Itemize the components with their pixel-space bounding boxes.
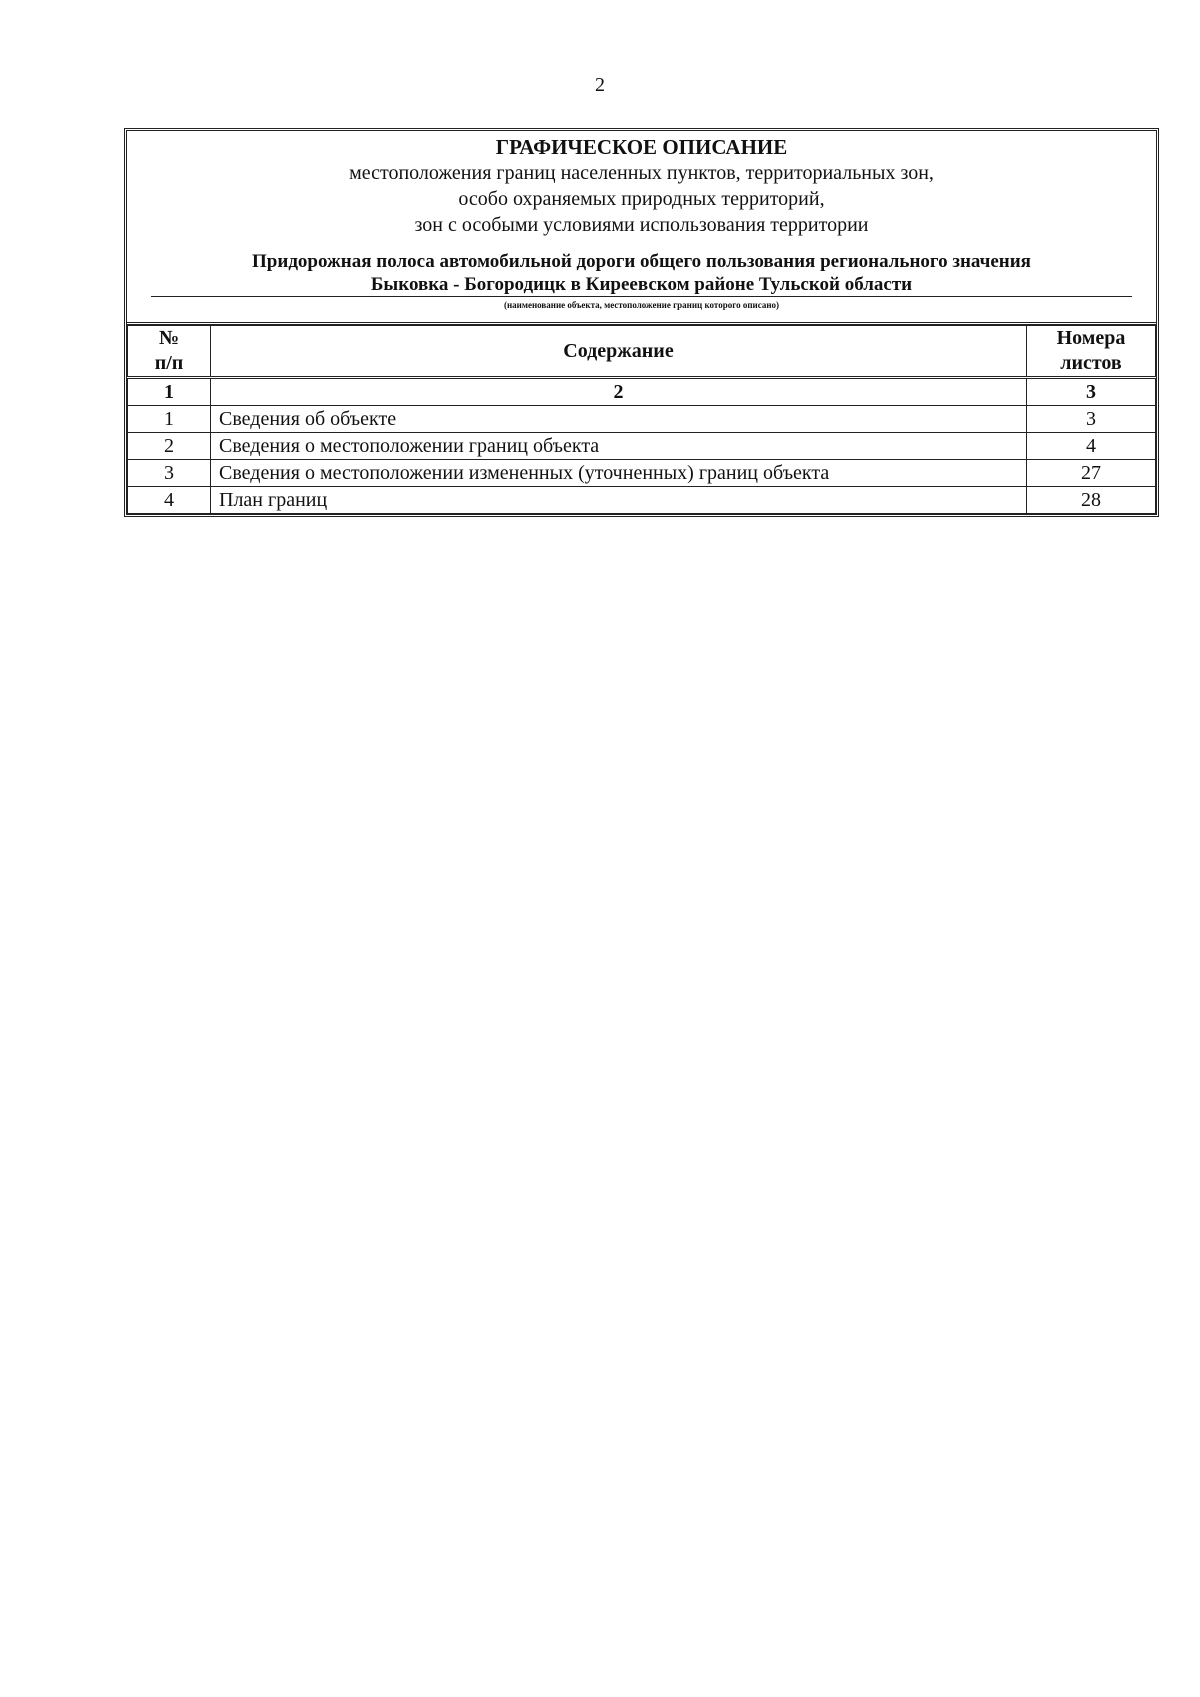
- object-caption: (наименование объекта, местоположение границ которого описано): [503, 300, 780, 310]
- row-sheets: 27: [1027, 460, 1156, 487]
- column-index-row: [128, 378, 1156, 406]
- table-row: [128, 406, 1156, 433]
- table-row: [128, 433, 1156, 460]
- header-num: [128, 326, 211, 378]
- subtitle-line-2: особо охраняемых природных территорий,: [458, 188, 825, 210]
- row-content: План границ: [211, 487, 1027, 514]
- object-name-line-1: Придорожная полоса автомобильной дороги общего пользования регионального значения: [252, 251, 1031, 272]
- table-header-row: [128, 326, 1156, 378]
- header-content: Содержание: [211, 326, 1027, 378]
- table-row: [128, 487, 1156, 514]
- document-title: ГРАФИЧЕСКОЕ ОПИСАНИЕ: [495, 135, 788, 159]
- row-num: 2: [128, 433, 211, 460]
- index-cell-3: 3: [1027, 378, 1156, 406]
- row-sheets: 4: [1027, 433, 1156, 460]
- row-content: Сведения о местоположении измененных (уточненных) границ объекта: [211, 460, 1027, 487]
- table-row: [128, 460, 1156, 487]
- header-num-line-1: №: [158, 327, 180, 349]
- header-sheets-line-2: листов: [1060, 352, 1122, 374]
- subtitle-line-1: местоположения границ населенных пунктов, территориальных зон,: [349, 162, 934, 184]
- subtitle-line-3: зон с особыми условиями использования территории: [414, 214, 869, 236]
- row-sheets: 28: [1027, 487, 1156, 514]
- header-sheets-line-1: Номера: [1056, 327, 1126, 349]
- document-header: [127, 131, 1156, 325]
- row-sheets: 3: [1027, 406, 1156, 433]
- index-cell-1: 1: [128, 378, 211, 406]
- page-number: 2: [595, 74, 605, 96]
- contents-table: [127, 325, 1156, 514]
- description-frame: [124, 128, 1159, 517]
- row-num: 3: [128, 460, 211, 487]
- row-num: 4: [128, 487, 211, 514]
- index-cell-2: 2: [211, 378, 1027, 406]
- row-num: 1: [128, 406, 211, 433]
- object-name-line-2: Быковка - Богородицк в Киреевском районе Тульской области: [151, 274, 1132, 297]
- header-num-line-2: п/п: [154, 352, 184, 374]
- row-content: Сведения о местоположении границ объекта: [211, 433, 1027, 460]
- header-sheets: [1027, 326, 1156, 378]
- row-content: Сведения об объекте: [211, 406, 1027, 433]
